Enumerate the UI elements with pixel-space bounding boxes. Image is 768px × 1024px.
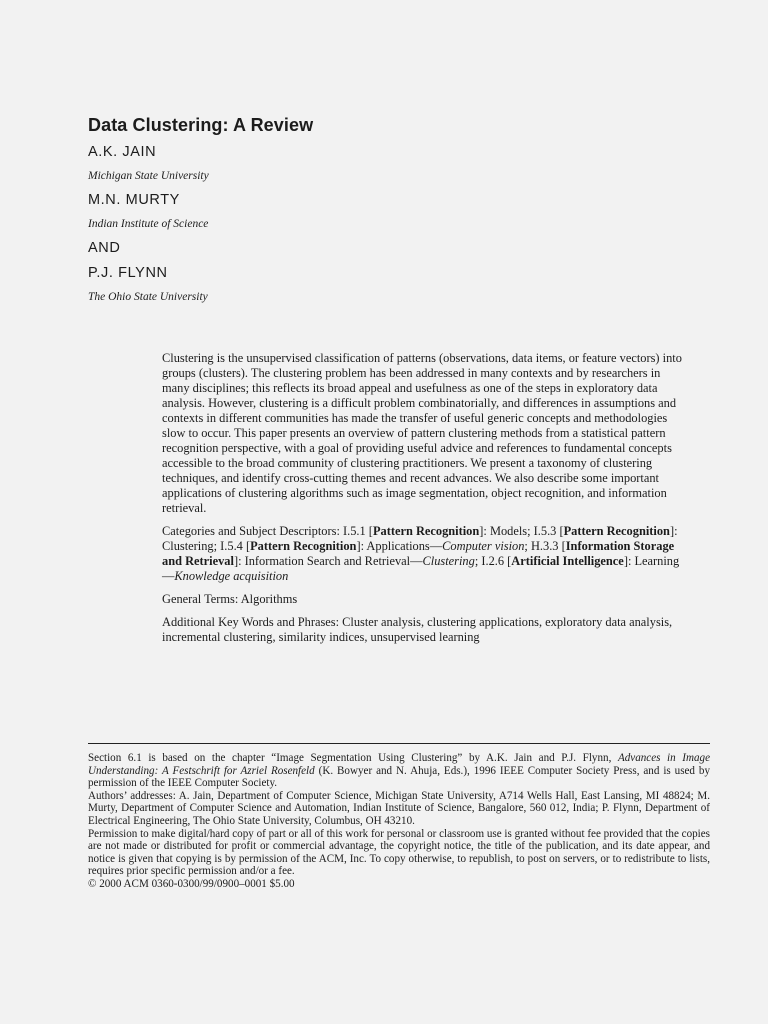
categories-descriptors — [162, 524, 682, 584]
category-bold: Pattern Recognition — [372, 524, 480, 538]
footnote-addresses: Authors’ addresses: A. Jain, Department of Computer Science, Michigan State University, A714 Wells Hall, East Lansing, MI 48824; M. Murty, Department of Computer Science and Automation, Indian Institute of Science, Bangalore, 560 012, India; P. Flynn, Department of Electrical Engineering, The Ohio State University, Columbus, OH 43210. — [88, 789, 710, 827]
category-bold: Pattern Recognition — [250, 539, 357, 553]
abstract-text: Clustering is the unsupervised classification of patterns (observations, data items, or feature vectors) into groups (clusters). The clustering problem has been addressed in many contexts and by researchers in many disciplines; this reflects its broad appeal and usefulness as one of the steps in exploratory data analysis. However, clustering is a difficult problem combinatorially, and differences in assumptions and contexts in different communities has made the transfer of useful generic concepts and methodologies slow to occur. This paper presents an overview of pattern clustering methods from a statistical pattern recognition perspective, with a goal of providing useful advice and references to fundamental concepts accessible to the broad community of clustering practitioners. We present a taxonomy of clustering techniques, and identify cross-cutting themes and recent advances. We also describe some important applications of clustering algorithms such as image segmentation, object recognition, and information retrieval. — [162, 351, 682, 515]
author-name-3: P.J. FLYNN — [88, 265, 168, 281]
footnote-copyright: © 2000 ACM 0360-0300/99/0900–0001 $5.00 — [88, 877, 295, 890]
category-italic: Knowledge acquisition — [174, 569, 289, 583]
footnote-section-note — [88, 752, 710, 790]
author-name-2: M.N. MURTY — [88, 192, 180, 208]
keywords: Additional Key Words and Phrases: Cluster analysis, clustering applications, exploratory data analysis, incremental clustering, similarity indices, unsupervised learning — [162, 615, 673, 644]
categories-text: Categories and Subject Descriptors: I.5.1 [ — [162, 524, 373, 538]
category-italic: Computer vision — [442, 539, 525, 553]
abstract-block — [162, 351, 682, 645]
author-affiliation-2: Indian Institute of Science — [88, 218, 209, 230]
footnotes-block — [88, 752, 710, 891]
author-affiliation-3: The Ohio State University — [88, 291, 208, 303]
footnote-divider — [88, 743, 710, 744]
general-terms: General Terms: Algorithms — [162, 592, 298, 606]
categories-text: ; H.3.3 [ — [524, 539, 566, 553]
category-bold: Artificial Intelligence — [511, 554, 624, 568]
category-italic: Clustering — [422, 554, 475, 568]
footnote-text: Section 6.1 is based on the chapter “Image Segmentation Using Clustering” by A.K. Jain and P.J. Flynn, — [88, 752, 618, 764]
footnote-permission: Permission to make digital/hard copy of part or all of this work for personal or classroom use is granted without fee provided that the copies are not made or distributed for profit or commercial advantage, the copyright notice, the title of the publication, and its date appear, and notice is given that copying is by permission of the ACM, Inc. To copy otherwise, to republish, to post on servers, or to redistribute to lists, requires prior specific permission and/or a fee. — [88, 827, 710, 878]
category-bold: Information Storage and Retrieval — [162, 539, 675, 568]
categories-text: ; I.2.6 [ — [474, 554, 512, 568]
footnote-text: (K. Bowyer and N. Ahuja, Eds.), 1996 IEEE Computer Society Press, and is used by permission of the IEEE Computer Society. — [88, 764, 711, 790]
author-name-1: A.K. JAIN — [88, 144, 157, 160]
author-affiliation-1: Michigan State University — [88, 170, 209, 182]
categories-text: ]: Information Search and Retrieval— — [233, 554, 423, 568]
categories-text: ]: Models; I.5.3 [ — [479, 524, 564, 538]
author-conjunction: AND — [88, 240, 121, 256]
footnote-book-title: Advances in Image Understanding: A Festschrift for Azriel Rosenfeld — [88, 752, 711, 777]
paper-title: Data Clustering: A Review — [88, 115, 314, 135]
categories-text: ]: Applications— — [356, 539, 443, 553]
categories-text: ]: Learning— — [162, 554, 680, 583]
category-bold: Pattern Recognition — [563, 524, 670, 538]
categories-text: ]: Clustering; I.5.4 [ — [162, 524, 678, 553]
